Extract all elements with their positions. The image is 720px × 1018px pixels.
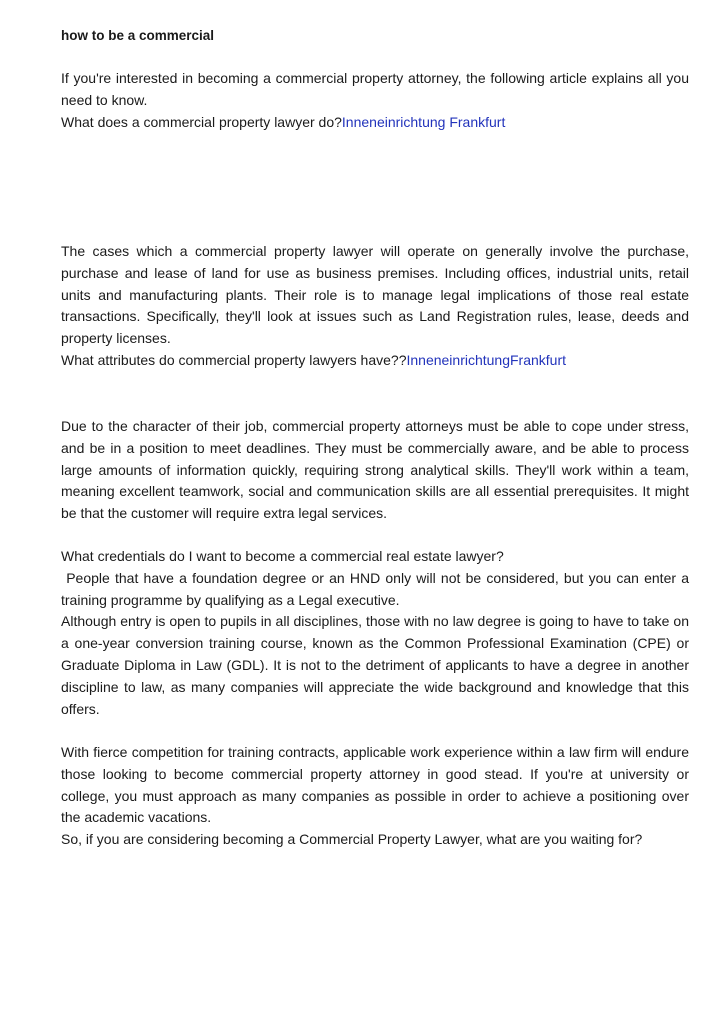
competition-paragraph: With fierce competition for training contracts, applicable work experience within a law firm will endure those looking to become commercial property attorney in good stead. If you're at university or college, you must approach as many companies as possible in order to achieve a positioning over the academic vacations. — [61, 744, 689, 826]
credentials-paragraph-2: Although entry is open to pupils in all disciplines, those with no law degree is going to have to take on a one-year conversion training course, known as the Common Professional Examination (CPE) or Graduate Diploma in Law (GDL). It is not to the detriment of applicants to have a degree in another discipline to law, as many companies will appreciate the wide background and knowledge that this offers. — [61, 613, 689, 717]
document-title: how to be a commercial — [61, 28, 215, 43]
intro-question-line — [61, 112, 689, 134]
attributes-question-line — [61, 350, 689, 372]
credentials-question: What credentials do I want to become a commercial real estate lawyer? — [61, 548, 504, 564]
competition-section — [61, 742, 689, 851]
cases-section — [61, 241, 689, 372]
attributes-question: What attributes do commercial property lawyers have?? — [61, 351, 407, 368]
credentials-paragraph-1: People that have a foundation degree or an HND only will not be considered, but you can enter a training programme by qualifying as a Legal executive. — [61, 569, 693, 608]
intro-paragraph: If you're interested in becoming a commercial property attorney, the following article explains all you need to know. — [61, 70, 689, 108]
closing-line: So, if you are considering becoming a Commercial Property Lawyer, what are you waiting for? — [61, 831, 643, 848]
inneneinrichtung-link-2[interactable]: InneneinrichtungFrankfurt — [406, 351, 567, 368]
character-paragraph: Due to the character of their job, commercial property attorneys must be able to cope under stress, and be in a position to meet deadlines. They must be commercially aware, and be able to process large amounts of information quickly, requiring strong analytical skills. They'll work within a team, meaning excellent teamwork, social and communication skills are all essential prerequisites. It might be that the customer will require extra legal services. — [61, 418, 689, 522]
character-section — [61, 416, 689, 525]
credentials-section — [61, 546, 693, 720]
intro-section — [61, 68, 689, 133]
intro-question: What does a commercial property lawyer do? — [61, 113, 342, 130]
inneneinrichtung-link-1[interactable]: Inneneinrichtung Frankfurt — [341, 113, 506, 130]
cases-paragraph: The cases which a commercial property lawyer will operate on generally involve the purchase, purchase and lease of land for use as business premises. Including offices, industrial units, retail units and manufacturing plants. Their role is to manage legal implications of those real estate transactions. Specifically, they'll look at issues such as Land Registration rules, lease, deeds and property licenses. — [61, 243, 689, 347]
